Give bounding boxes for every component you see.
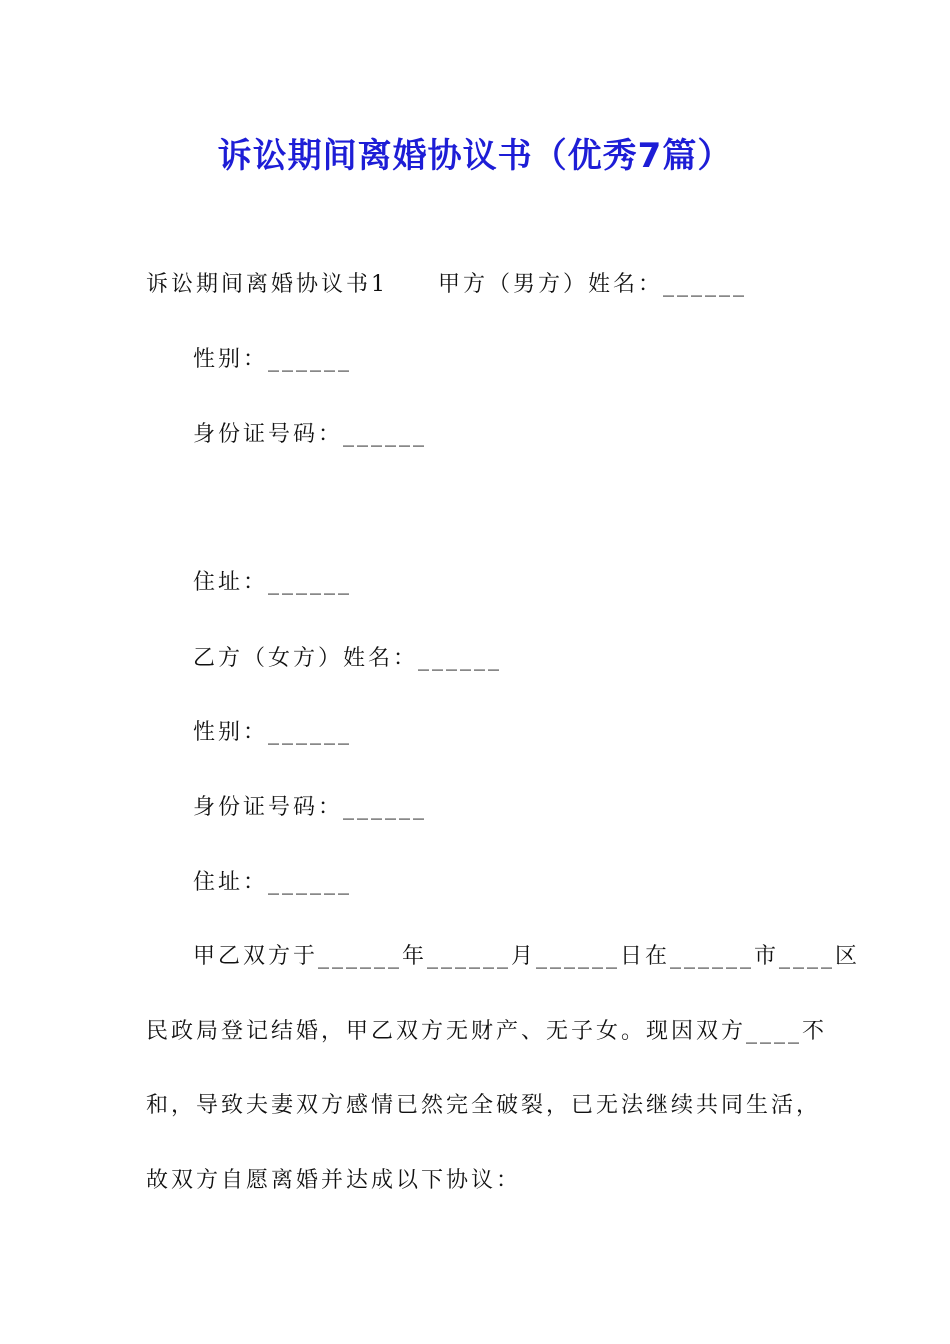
paragraph-line-4: 故双方自愿离婚并达成以下协议： xyxy=(146,1168,522,1193)
female-gender-line: 性别：______ xyxy=(193,720,353,745)
male-address-line: 住址：______ xyxy=(193,570,353,595)
male-id-line: 身份证号码：______ xyxy=(193,422,428,447)
intro-line: 诉讼期间离婚协议书1 甲方（男方）姓名：______ xyxy=(146,272,747,297)
paragraph-line-1: 甲乙双方于______年______月______日在______市____区 xyxy=(193,944,861,969)
female-id-line: 身份证号码：______ xyxy=(193,795,428,820)
female-address-line: 住址：______ xyxy=(193,870,353,895)
female-name-line: 乙方（女方）姓名：______ xyxy=(193,646,503,671)
paragraph-line-3: 和，导致夫妻双方感情已然完全破裂，已无法继续共同生活， xyxy=(146,1093,822,1118)
male-gender-line: 性别：______ xyxy=(193,347,353,372)
paragraph-line-2: 民政局登记结婚，甲乙双方无财产、无子女。现因双方____不 xyxy=(146,1019,828,1044)
document-title: 诉讼期间离婚协议书（优秀7篇） xyxy=(217,136,733,176)
